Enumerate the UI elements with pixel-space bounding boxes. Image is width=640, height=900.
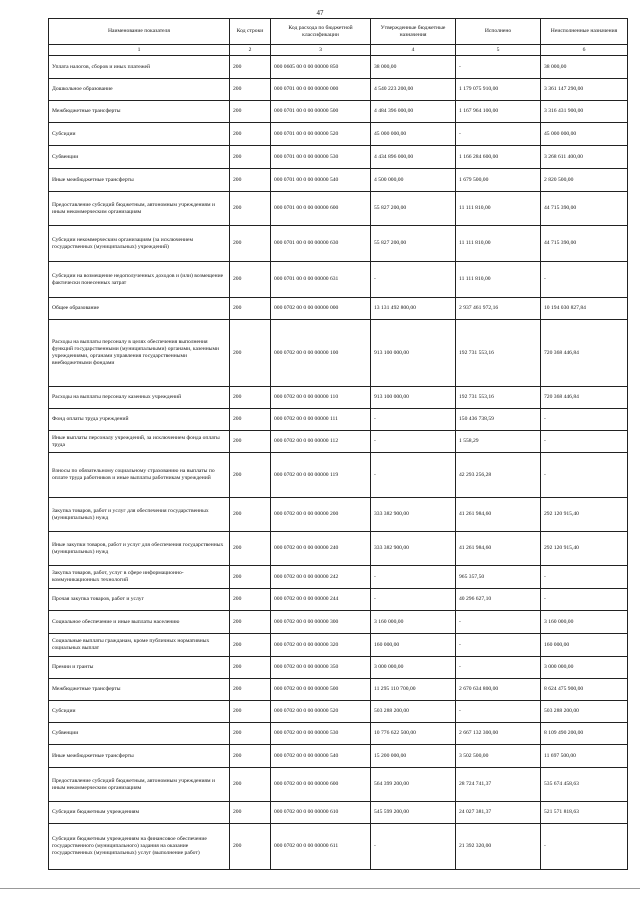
row-approved: - [371, 453, 456, 498]
row-name: Иные межбюджетные трансферты [49, 169, 230, 192]
row-remaining: 8 624 475 900,00 [541, 679, 628, 701]
row-executed: 2 937 461 972,16 [456, 298, 541, 320]
row-name: Субвенции [49, 146, 230, 169]
row-remaining: 38 000,00 [541, 56, 628, 79]
row-name: Закупка товаров, работ, услуг в сфере информационно-коммуникационных технологий [49, 566, 230, 589]
row-budget-code: 000 0701 00 0 00 00000 600 [271, 192, 371, 226]
row-approved: 45 000 000,00 [371, 123, 456, 146]
table-row [49, 56, 628, 79]
row-line-code: 200 [230, 298, 271, 320]
row-remaining: 10 194 030 827,84 [541, 298, 628, 320]
row-executed: 28 724 741,37 [456, 768, 541, 802]
table-row [49, 453, 628, 498]
table-row [49, 532, 628, 566]
row-executed: 3 502 500,00 [456, 745, 541, 768]
row-budget-code: 000 0702 00 0 00 00000 242 [271, 566, 371, 589]
row-executed: - [456, 56, 541, 79]
column-number: 2 [230, 45, 271, 56]
row-name: Закупка товаров, работ и услуг для обеспечения государственных (муниципальных) нужд [49, 498, 230, 532]
row-line-code: 200 [230, 679, 271, 701]
table-row [49, 745, 628, 768]
row-line-code: 200 [230, 262, 271, 298]
row-line-code: 200 [230, 79, 271, 101]
table-row [49, 123, 628, 146]
row-executed: 1 558,29 [456, 431, 541, 453]
row-executed: 965 357,50 [456, 566, 541, 589]
row-approved: 55 827 200,00 [371, 192, 456, 226]
row-line-code: 200 [230, 745, 271, 768]
column-number: 3 [271, 45, 371, 56]
row-line-code: 200 [230, 453, 271, 498]
row-remaining: 2 820 500,00 [541, 169, 628, 192]
row-approved: - [371, 824, 456, 870]
row-line-code: 200 [230, 824, 271, 870]
row-name: Субсидии [49, 701, 230, 723]
row-remaining: - [541, 409, 628, 431]
row-budget-code: 000 0702 00 0 00 00000 200 [271, 498, 371, 532]
row-approved: 15 200 000,00 [371, 745, 456, 768]
row-budget-code: 000 0702 00 0 00 00000 112 [271, 431, 371, 453]
row-remaining: 3 268 611 400,00 [541, 146, 628, 169]
row-executed: 42 293 256,28 [456, 453, 541, 498]
table-row [49, 79, 628, 101]
budget-execution-table [48, 18, 628, 870]
table-row [49, 611, 628, 634]
row-budget-code: 000 0702 00 0 00 00000 244 [271, 589, 371, 611]
header-remaining: Неисполненные назначения [541, 19, 628, 45]
row-name: Субсидии на возмещение недополученных доходов и (или) возмещение фактически понесенных затрат [49, 262, 230, 298]
row-name: Иные выплаты персоналу учреждений, за исключением фонда оплаты труда [49, 431, 230, 453]
row-name: Расходы на выплаты персоналу казенных учреждений [49, 387, 230, 409]
row-executed: - [456, 611, 541, 634]
row-approved: 38 000,00 [371, 56, 456, 79]
row-approved: 913 100 000,00 [371, 387, 456, 409]
row-line-code: 200 [230, 123, 271, 146]
row-name: Субвенции [49, 723, 230, 745]
row-name: Фонд оплаты труда учреждений [49, 409, 230, 431]
row-budget-code: 000 0702 00 0 00 00000 600 [271, 768, 371, 802]
row-executed: 11 111 810,00 [456, 226, 541, 262]
row-budget-code: 000 0702 00 0 00 00000 111 [271, 409, 371, 431]
row-approved: 333 382 900,00 [371, 498, 456, 532]
row-executed: 21 392 320,00 [456, 824, 541, 870]
row-budget-code: 000 0702 00 0 00 00000 520 [271, 701, 371, 723]
row-line-code: 200 [230, 409, 271, 431]
row-remaining: 3 361 147 290,00 [541, 79, 628, 101]
row-approved: 564 399 200,00 [371, 768, 456, 802]
row-executed: 192 731 553,16 [456, 320, 541, 387]
row-line-code: 200 [230, 56, 271, 79]
row-executed: 150 436 738,59 [456, 409, 541, 431]
row-remaining: - [541, 589, 628, 611]
table-row [49, 431, 628, 453]
row-executed: 1 167 964 100,00 [456, 101, 541, 123]
row-budget-code: 000 0701 00 0 00 00000 540 [271, 169, 371, 192]
row-approved: - [371, 566, 456, 589]
row-approved: - [371, 431, 456, 453]
row-executed: 11 111 810,00 [456, 192, 541, 226]
table-row [49, 566, 628, 589]
table-row [49, 298, 628, 320]
row-budget-code: 000 0702 00 0 00 00000 350 [271, 657, 371, 679]
table-row [49, 589, 628, 611]
row-budget-code: 000 0702 00 0 00 00000 100 [271, 320, 371, 387]
row-executed: - [456, 657, 541, 679]
row-budget-code: 000 0702 00 0 00 00000 611 [271, 824, 371, 870]
row-remaining: 292 120 915,40 [541, 532, 628, 566]
header-executed: Исполнено [456, 19, 541, 45]
row-name: Предоставление субсидий бюджетным, автономным учреждениям и иным некоммерческим организациям [49, 768, 230, 802]
row-line-code: 200 [230, 657, 271, 679]
row-remaining: 11 697 500,00 [541, 745, 628, 768]
column-number: 5 [456, 45, 541, 56]
row-executed: - [456, 634, 541, 657]
table-row [49, 101, 628, 123]
row-name: Расходы на выплаты персоналу в целях обеспечения выполнения функций государственными (муниципальными) органами, казенными учреждениями, органами управления государственными внебюджетными фондами [49, 320, 230, 387]
row-remaining: - [541, 262, 628, 298]
row-budget-code: 000 0701 00 0 00 00000 631 [271, 262, 371, 298]
table-row [49, 192, 628, 226]
row-executed: - [456, 123, 541, 146]
row-line-code: 200 [230, 634, 271, 657]
row-budget-code: 000 0702 00 0 00 00000 119 [271, 453, 371, 498]
row-line-code: 200 [230, 101, 271, 123]
row-budget-code: 000 0702 00 0 00 00000 530 [271, 723, 371, 745]
row-remaining: 720 368 446,84 [541, 387, 628, 409]
table-row [49, 701, 628, 723]
row-budget-code: 000 0702 00 0 00 00000 000 [271, 298, 371, 320]
row-remaining: 3 316 431 900,00 [541, 101, 628, 123]
row-budget-code: 000 0702 00 0 00 00000 240 [271, 532, 371, 566]
table-row [49, 657, 628, 679]
row-remaining: 535 674 458,63 [541, 768, 628, 802]
row-name: Премии и гранты [49, 657, 230, 679]
row-line-code: 200 [230, 611, 271, 634]
table-row [49, 498, 628, 532]
row-remaining: 503 288 200,00 [541, 701, 628, 723]
row-name: Субсидии бюджетным учреждениям [49, 802, 230, 824]
row-approved: 13 131 492 800,00 [371, 298, 456, 320]
row-remaining: 44 715 390,00 [541, 192, 628, 226]
table-row [49, 634, 628, 657]
row-executed: 192 731 553,16 [456, 387, 541, 409]
row-line-code: 200 [230, 146, 271, 169]
row-name: Социальные выплаты гражданам, кроме публичных нормативных социальных выплат [49, 634, 230, 657]
column-number: 4 [371, 45, 456, 56]
row-line-code: 200 [230, 169, 271, 192]
row-approved: 160 000,00 [371, 634, 456, 657]
row-line-code: 200 [230, 566, 271, 589]
row-remaining: - [541, 566, 628, 589]
row-budget-code: 000 0701 00 0 00 00000 520 [271, 123, 371, 146]
row-name: Субсидии некоммерческим организациям (за исключением государственных (муниципальных) учреждений) [49, 226, 230, 262]
row-budget-code: 000 0702 00 0 00 00000 300 [271, 611, 371, 634]
row-name: Дошкольное образование [49, 79, 230, 101]
row-budget-code: 000 0605 00 0 00 00000 850 [271, 56, 371, 79]
row-approved: 545 599 200,00 [371, 802, 456, 824]
table-row [49, 262, 628, 298]
table-row [49, 679, 628, 701]
row-executed: 40 296 627,10 [456, 589, 541, 611]
row-line-code: 200 [230, 701, 271, 723]
column-number: 1 [49, 45, 230, 56]
row-name: Предоставление субсидий бюджетным, автономным учреждениям и иным некоммерческим организациям [49, 192, 230, 226]
row-line-code: 200 [230, 768, 271, 802]
row-name: Взносы по обязательному социальному страхованию на выплаты по оплате труда работников и иные выплаты работникам учреждений [49, 453, 230, 498]
row-remaining: - [541, 453, 628, 498]
row-remaining: 45 000 000,00 [541, 123, 628, 146]
row-line-code: 200 [230, 192, 271, 226]
row-executed: 2 667 132 300,00 [456, 723, 541, 745]
row-remaining: 44 715 390,00 [541, 226, 628, 262]
row-approved: 503 288 200,00 [371, 701, 456, 723]
row-line-code: 200 [230, 589, 271, 611]
page-number: 47 [316, 9, 324, 17]
row-name: Субсидии бюджетным учреждениям на финансовое обеспечение государственного (муниципального) задания на оказание государственных (муниципальных) услуг (выполнение работ) [49, 824, 230, 870]
row-line-code: 200 [230, 431, 271, 453]
table-row [49, 146, 628, 169]
row-approved: 11 295 110 700,00 [371, 679, 456, 701]
row-budget-code: 000 0702 00 0 00 00000 500 [271, 679, 371, 701]
row-remaining: - [541, 431, 628, 453]
header-budget-code: Код расхода по бюджетной классификации [271, 19, 371, 45]
row-executed: 24 027 381,37 [456, 802, 541, 824]
row-budget-code: 000 0701 00 0 00 00000 500 [271, 101, 371, 123]
row-name: Социальное обеспечение и иные выплаты населению [49, 611, 230, 634]
header-indicator-name: Наименование показателя [49, 19, 230, 45]
row-name: Межбюджетные трансферты [49, 101, 230, 123]
table-row [49, 824, 628, 870]
column-number-row [49, 45, 628, 56]
table-row [49, 320, 628, 387]
row-approved: - [371, 589, 456, 611]
table-row [49, 768, 628, 802]
page-bottom-rule [0, 888, 640, 889]
row-line-code: 200 [230, 387, 271, 409]
header-approved: Утвержденные бюджетные назначения [371, 19, 456, 45]
row-approved: 4 540 223 200,00 [371, 79, 456, 101]
row-line-code: 200 [230, 320, 271, 387]
header-line-code: Код строки [230, 19, 271, 45]
row-approved: 913 100 000,00 [371, 320, 456, 387]
row-approved: 3 160 000,00 [371, 611, 456, 634]
row-executed: 1 679 500,00 [456, 169, 541, 192]
row-name: Прочая закупка товаров, работ и услуг [49, 589, 230, 611]
row-executed: 2 670 634 800,00 [456, 679, 541, 701]
row-line-code: 200 [230, 498, 271, 532]
column-number: 6 [541, 45, 628, 56]
row-approved: 10 776 622 500,00 [371, 723, 456, 745]
table-row [49, 387, 628, 409]
table-body [49, 56, 628, 870]
row-approved: 55 827 200,00 [371, 226, 456, 262]
row-budget-code: 000 0702 00 0 00 00000 610 [271, 802, 371, 824]
table-row [49, 226, 628, 262]
row-remaining: 3 160 000,00 [541, 611, 628, 634]
row-remaining: 720 368 446,84 [541, 320, 628, 387]
row-remaining: - [541, 824, 628, 870]
row-remaining: 292 120 915,40 [541, 498, 628, 532]
row-executed: 41 261 984,60 [456, 498, 541, 532]
row-budget-code: 000 0701 00 0 00 00000 630 [271, 226, 371, 262]
row-executed: - [456, 701, 541, 723]
row-remaining: 3 000 000,00 [541, 657, 628, 679]
row-approved: 3 000 000,00 [371, 657, 456, 679]
row-executed: 1 179 075 910,00 [456, 79, 541, 101]
table-row [49, 169, 628, 192]
row-line-code: 200 [230, 723, 271, 745]
table-row [49, 409, 628, 431]
row-line-code: 200 [230, 226, 271, 262]
row-line-code: 200 [230, 802, 271, 824]
row-name: Общее образование [49, 298, 230, 320]
row-name: Иные межбюджетные трансферты [49, 745, 230, 768]
row-approved: 4 434 896 000,00 [371, 146, 456, 169]
row-budget-code: 000 0702 00 0 00 00000 540 [271, 745, 371, 768]
row-budget-code: 000 0702 00 0 00 00000 110 [271, 387, 371, 409]
row-approved: 4 484 396 000,00 [371, 101, 456, 123]
row-name: Уплата налогов, сборов и иных платежей [49, 56, 230, 79]
row-remaining: 8 109 490 200,00 [541, 723, 628, 745]
row-approved: 4 500 000,00 [371, 169, 456, 192]
row-budget-code: 000 0701 00 0 00 00000 530 [271, 146, 371, 169]
row-approved: - [371, 409, 456, 431]
row-executed: 1 166 284 600,00 [456, 146, 541, 169]
table-row [49, 723, 628, 745]
row-name: Иные закупки товаров, работ и услуг для обеспечения государственных (муниципальных) нужд [49, 532, 230, 566]
row-name: Межбюджетные трансферты [49, 679, 230, 701]
row-remaining: 521 571 818,63 [541, 802, 628, 824]
row-budget-code: 000 0702 00 0 00 00000 320 [271, 634, 371, 657]
row-budget-code: 000 0701 00 0 00 00000 000 [271, 79, 371, 101]
row-approved: 333 382 900,00 [371, 532, 456, 566]
row-line-code: 200 [230, 532, 271, 566]
row-remaining: 160 000,00 [541, 634, 628, 657]
row-executed: 41 261 984,60 [456, 532, 541, 566]
table-row [49, 802, 628, 824]
row-executed: 11 111 810,00 [456, 262, 541, 298]
row-approved: - [371, 262, 456, 298]
row-name: Субсидии [49, 123, 230, 146]
